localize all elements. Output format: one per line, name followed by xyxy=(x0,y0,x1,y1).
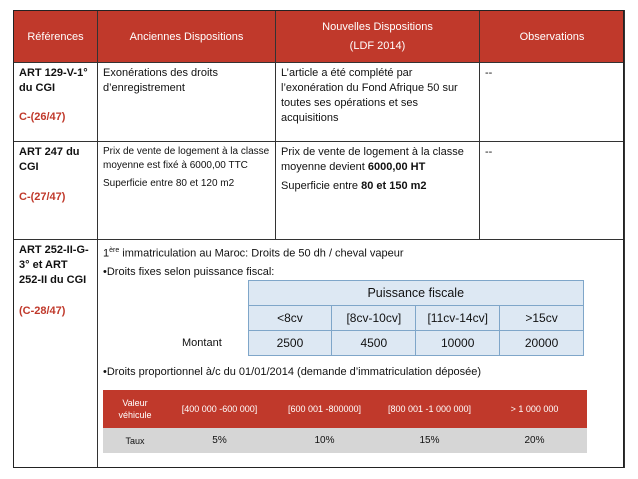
valeur-range: [400 000 -600 000] xyxy=(167,390,272,428)
nouveau-prix-value: 6000,00 HT xyxy=(367,161,426,173)
nouveau-superficie-text: Superficie entre xyxy=(281,180,362,192)
header-references: Références xyxy=(14,11,98,63)
puissance-title: Puissance fiscale xyxy=(248,281,584,306)
ordinal-number: 1 xyxy=(103,247,110,260)
valeur-range: [600 001 -800000] xyxy=(272,390,377,428)
taux-label: Taux xyxy=(103,428,167,453)
puissance-range: <8cv xyxy=(248,306,332,331)
reference-code: (C-28/47) xyxy=(19,305,66,317)
outer-frame xyxy=(13,10,624,468)
taux-value: 10% xyxy=(272,428,377,453)
header-nouvelles-title: Nouvelles Dispositions xyxy=(322,20,433,33)
puissance-range: >15cv xyxy=(500,306,584,331)
ancien-cell: Exonérations des droits d’enregistrement xyxy=(98,63,276,142)
montant-value: 20000 xyxy=(500,331,584,356)
taux-value: 20% xyxy=(482,428,587,453)
nouveau-cell: L’article a été complété par l’exonération du Fond Afrique 50 sur toutes ses opérations et ses acquisitions xyxy=(276,63,480,142)
nouveau-prix-text: Prix de vente de logement à la classe moyenne devient xyxy=(281,146,464,173)
valeur-range: > 1 000 000 xyxy=(482,390,587,428)
ordinal-suffix: ère xyxy=(109,247,120,254)
ancien-superficie: Superficie entre 80 et 120 m2 xyxy=(103,178,235,189)
valeur-label: Valeur véhicule xyxy=(103,390,167,428)
reference-text: ART 252-II-G-3° et ART 252-II du CGI xyxy=(19,244,89,286)
observation-cell: -- xyxy=(480,142,625,240)
valeur-range: [800 001 -1 000 000] xyxy=(377,390,482,428)
montant-value: 2500 xyxy=(248,331,332,356)
reference-code: C-(27/47) xyxy=(19,191,66,203)
montant-value: 4500 xyxy=(332,331,416,356)
reference-text: ART 129-V-1° du CGI xyxy=(19,67,88,94)
montant-label: Montant xyxy=(176,331,248,356)
header-nouvelles-ldf: (LDF 2014) xyxy=(349,39,406,52)
reference-text: ART 247 du CGI xyxy=(19,146,80,173)
reference-code: C-(26/47) xyxy=(19,111,66,123)
immatriculation-text: immatriculation au Maroc: Droits de 50 dh / cheval vapeur xyxy=(119,247,404,260)
droits-fixes-line: •Droits fixes selon puissance fiscal: xyxy=(103,265,275,278)
ancien-prix: Prix de vente de logement à la classe moyenne est fixé à 6000,00 TTC xyxy=(103,146,270,171)
header-observations: Observations xyxy=(480,11,625,63)
puissance-range: [8cv-10cv] xyxy=(332,306,416,331)
droits-proportionnel-line: •Droits proportionnel à/c du 01/01/2014 (demande d’immatriculation déposée) xyxy=(103,365,482,378)
montant-value: 10000 xyxy=(416,331,500,356)
taux-value: 15% xyxy=(377,428,482,453)
header-anciennes: Anciennes Dispositions xyxy=(98,11,276,63)
observation-cell: -- xyxy=(480,63,625,142)
taux-value: 5% xyxy=(167,428,272,453)
nouveau-superficie-value: 80 et 150 m2 xyxy=(361,180,427,192)
puissance-range: [11cv-14cv] xyxy=(416,306,500,331)
